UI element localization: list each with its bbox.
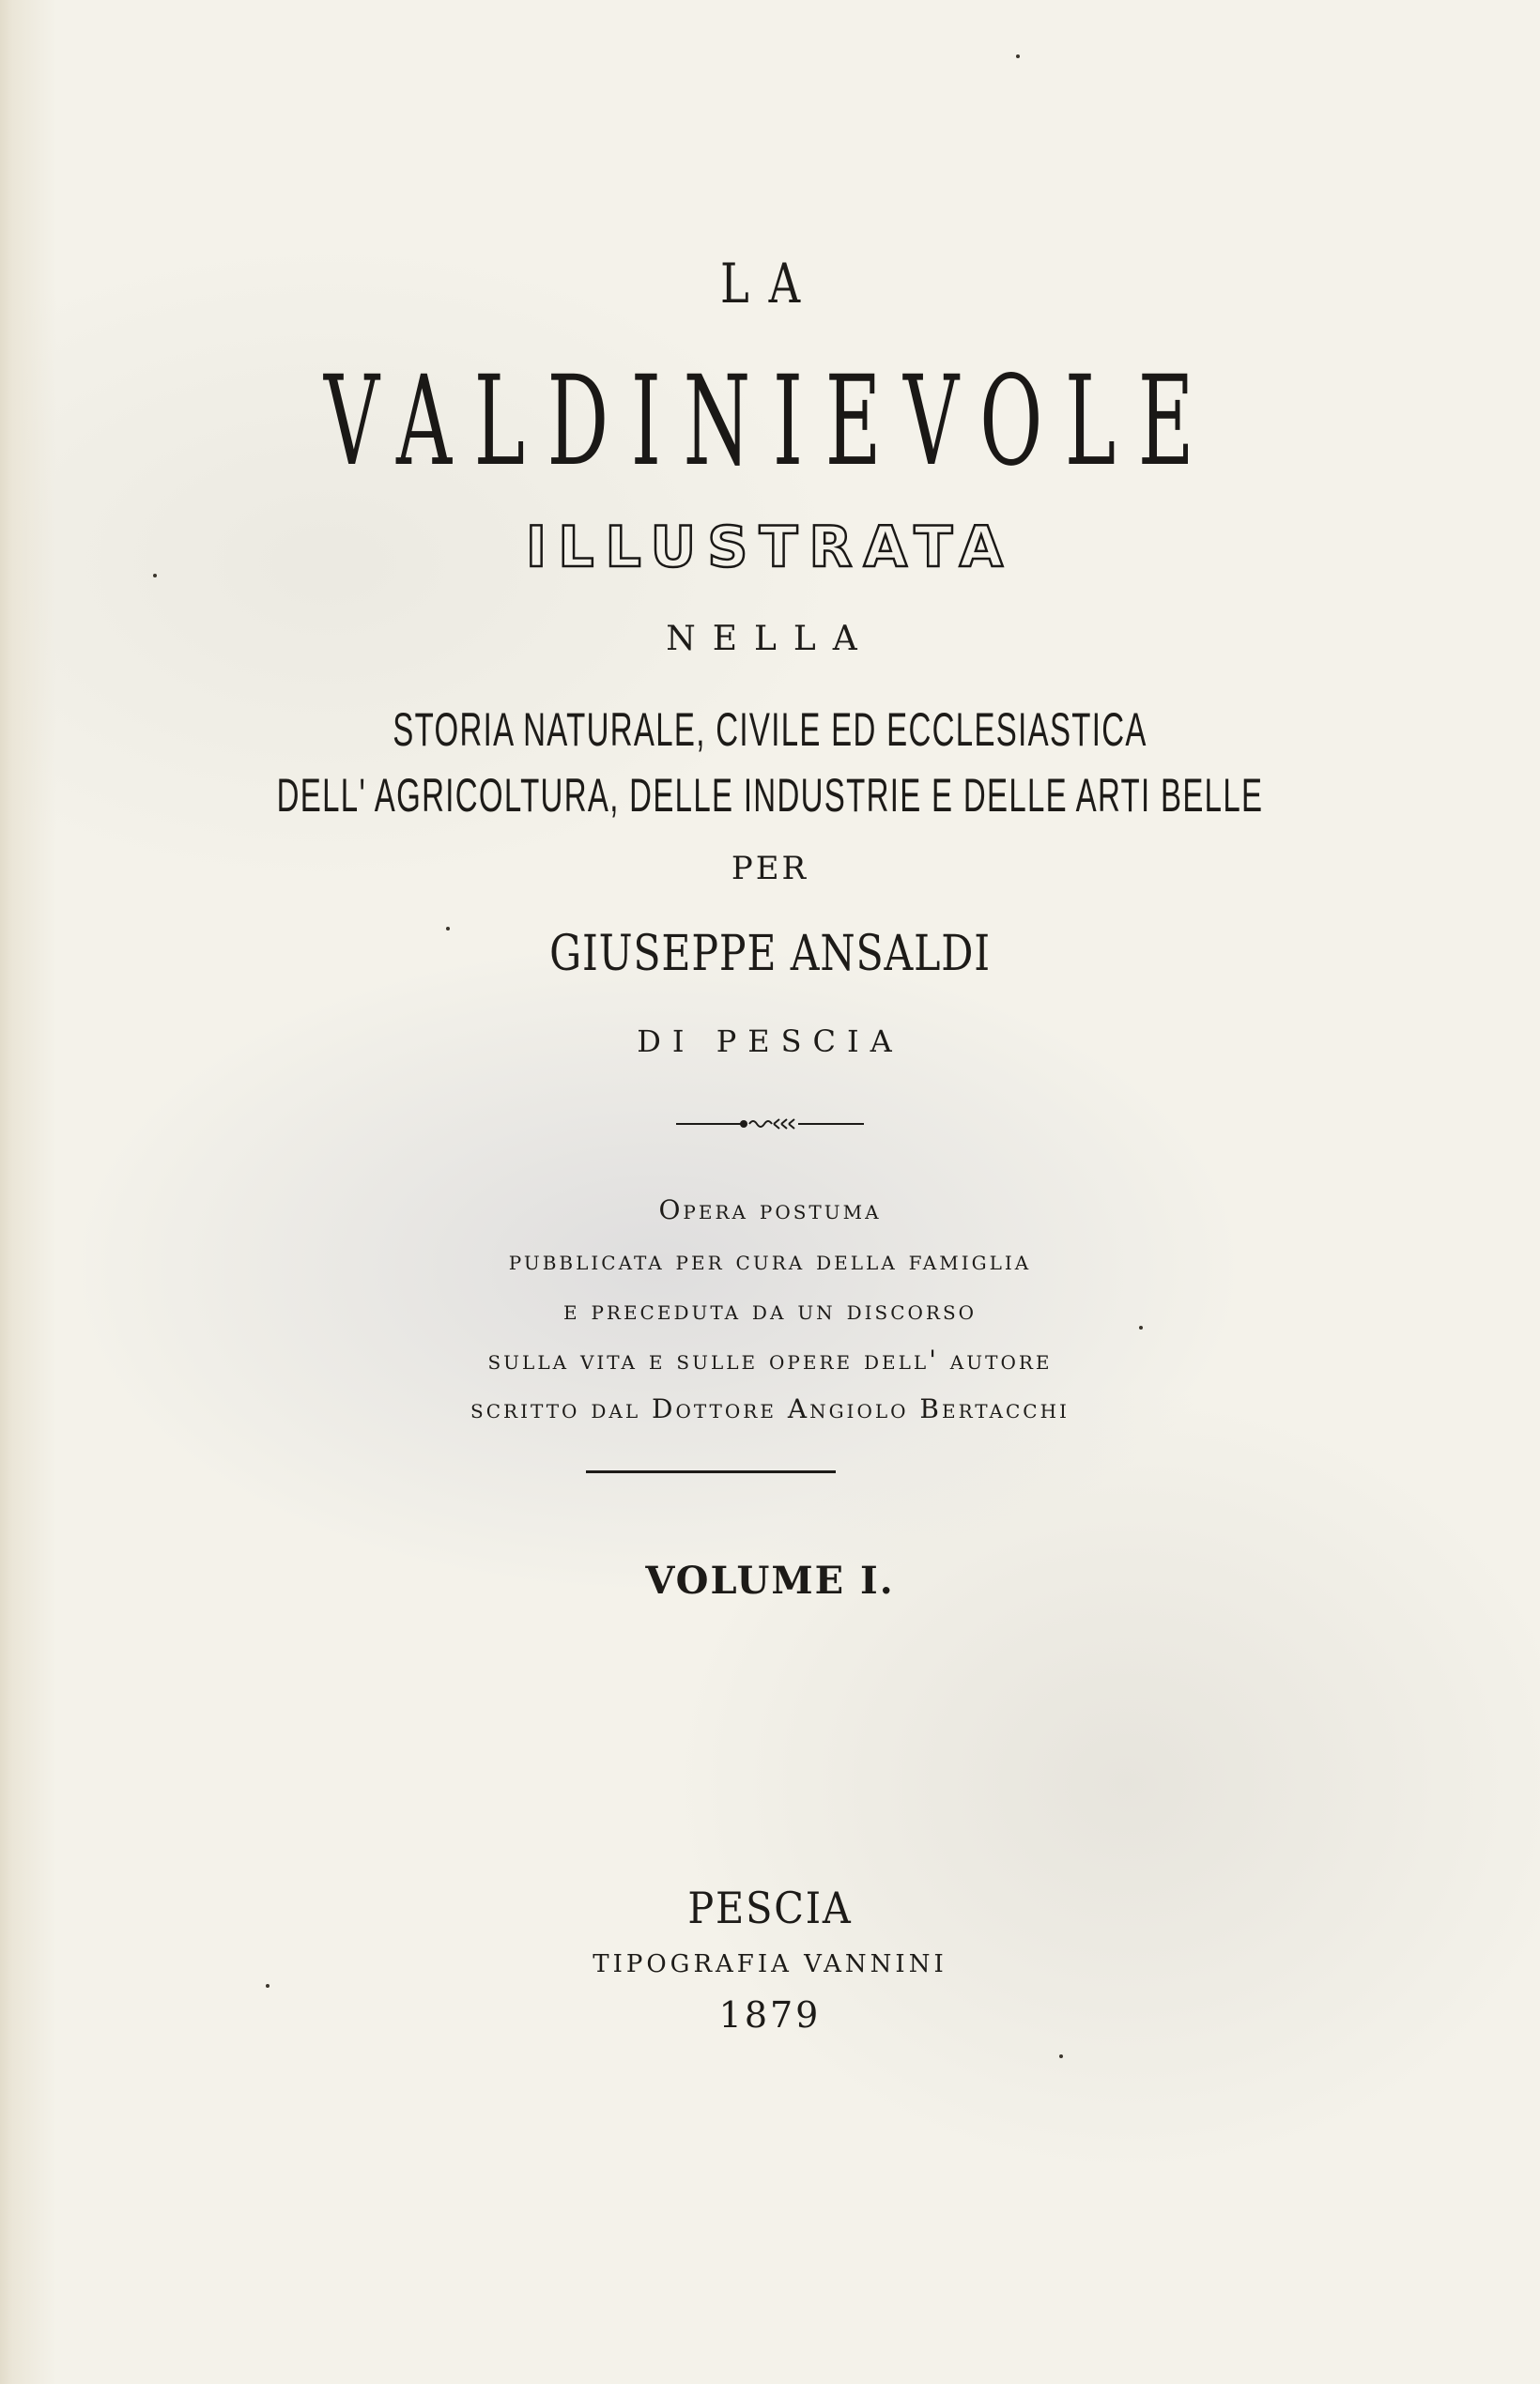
edition-note-line-5: scritto dal Dottore Angiolo Bertacchi [470, 1393, 1070, 1424]
edition-note-line-1: Opera postuma [658, 1194, 882, 1225]
subtitle-line-2: DELL' AGRICOLTURA, DELLE INDUSTRIE E DELLE ARTI BELLE [276, 769, 1264, 822]
imprint-year: 1879 [718, 1994, 822, 2036]
author-per: PER [731, 850, 809, 887]
title-illustrata: ILLUSTRATA [525, 515, 1015, 580]
ornament-flourish-icon [676, 1113, 864, 1135]
title-article: LA [720, 252, 820, 315]
subtitle-nella: NELLA [666, 620, 874, 658]
volume-label: VOLUME I. [645, 1559, 895, 1603]
edition-note-line-3: e preceduta da un discorso [562, 1295, 978, 1326]
imprint-printer: TIPOGRAFIA VANNINI [593, 1950, 947, 1978]
subtitle-line-1: STORIA NATURALE, CIVILE ED ECCLESIASTICA [393, 703, 1147, 756]
divider-rule [586, 1470, 836, 1473]
author-origin: DI PESCIA [637, 1023, 903, 1059]
author-name: GIUSEPPE ANSALDI [549, 926, 991, 982]
ornament-divider [0, 1113, 1540, 1135]
book-title: VALDINIEVOLE [323, 349, 1217, 494]
imprint-city: PESCIA [687, 1883, 853, 1933]
edition-note-line-2: pubblicata per cura della famiglia [508, 1245, 1032, 1276]
edition-note-line-4: sulla vita e sulle opere dell' autore [487, 1345, 1053, 1376]
